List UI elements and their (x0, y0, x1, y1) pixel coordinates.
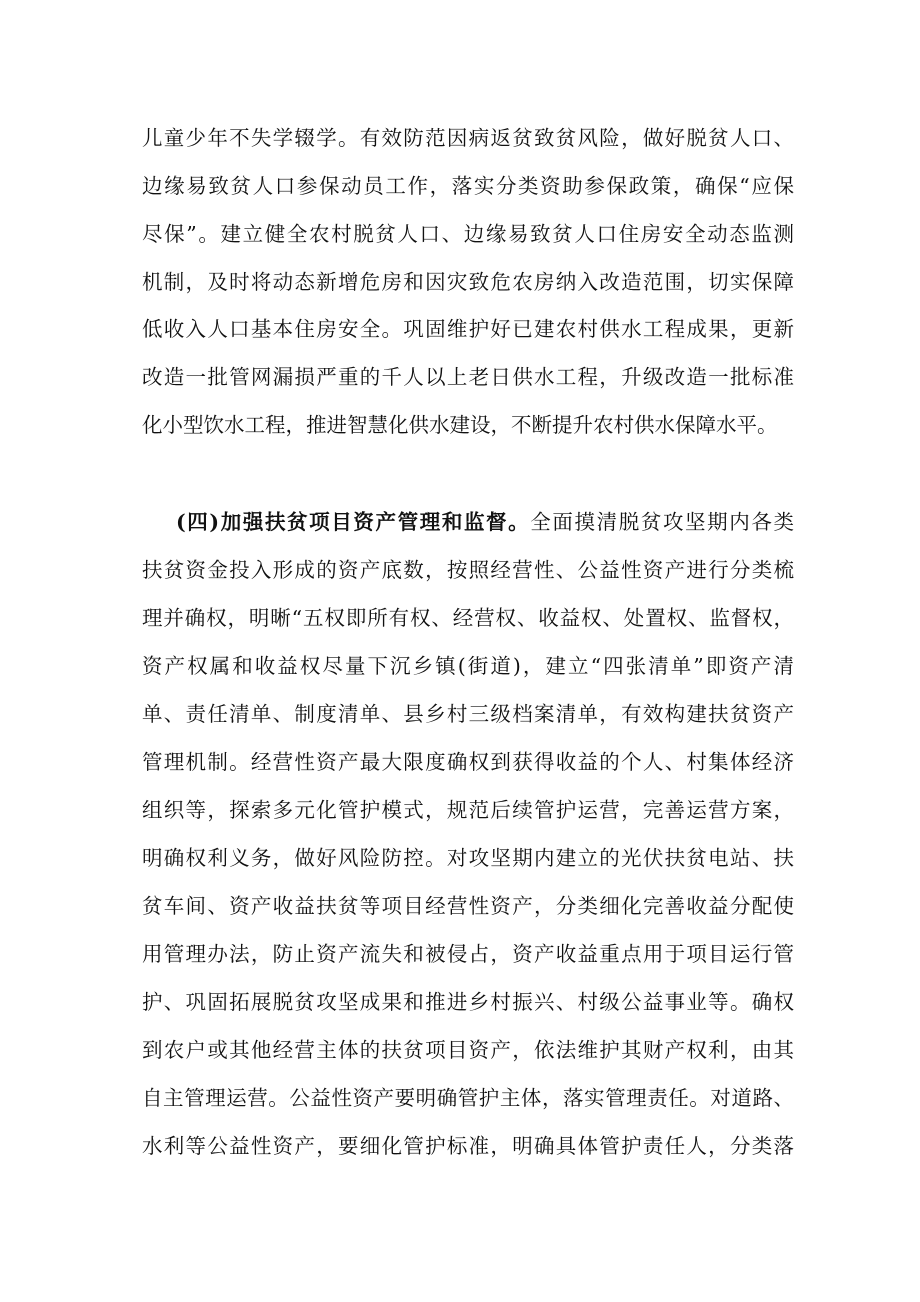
text-line: 化小型饮水工程，推进智慧化供水建设，不断提升农村供水保障水平。 (142, 413, 778, 437)
text-line: 改造一批管网漏损严重的千人以上老日供水工程，升级改造一批标准 (142, 365, 794, 389)
text-line: 用管理办法，防止资产流失和被侵占，资产收益重点用于项目运行管 (142, 942, 794, 966)
text-line: 单、责任清单、制度清单、县乡村三级档案清单，有效构建扶贫资产 (142, 702, 794, 726)
text-line: 组织等，探索多元化管护模式，规范后续管护运营，完善运营方案， (142, 798, 794, 822)
text-line: 水利等公益性资产，要细化管护标准，明确具体管护责任人，分类落 (142, 1134, 794, 1158)
section-heading: (四)加强扶贫项目资产管理和监督。 (176, 510, 531, 534)
text-line: 护、巩固拓展脱贫攻坚成果和推进乡村振兴、村级公益事业等。确权 (142, 990, 794, 1014)
text-line: 边缘易致贫人口参保动员工作，落实分类资助参保政策，确保“应保 (142, 174, 794, 198)
text-line: 尽保”。建立健全农村脱贫人口、边缘易致贫人口住房安全动态监测 (142, 222, 794, 246)
text-line: 到农户或其他经营主体的扶贫项目资产，依法维护其财产权利，由其 (142, 1038, 794, 1062)
text-line: 扶贫资金投入形成的资产底数，按照经营性、公益性资产进行分类梳 (142, 558, 794, 582)
text-run: 全面摸清脱贫攻坚期内各类 (530, 510, 794, 534)
text-line: 机制，及时将动态新增危房和因灾致危农房纳入改造范围，切实保障 (142, 270, 794, 294)
text-line: 自主管理运营。公益性资产要明确管护主体，落实管理责任。对道路、 (142, 1086, 794, 1110)
text-line: 管理机制。经营性资产最大限度确权到获得收益的个人、村集体经济 (142, 750, 794, 774)
text-line: 贫车间、资产收益扶贫等项目经营性资产，分类细化完善收益分配使 (142, 894, 794, 918)
text-line: 理并确权，明晰“五权即所有权、经营权、收益权、处置权、监督权， (142, 606, 794, 630)
text-line: 低收入人口基本住房安全。巩固维护好已建农村供水工程成果，更新 (142, 317, 794, 341)
text-line: 儿童少年不失学辍学。有效防范因病返贫致贫风险，做好脱贫人口、 (142, 126, 794, 150)
text-line (176, 507, 794, 537)
text-line: 明确权利义务，做好风险防控。对攻坚期内建立的光伏扶贫电站、扶 (142, 846, 794, 870)
text-line: 资产权属和收益权尽量下沉乡镇(街道)，建立“四张清单”即资产清 (142, 654, 794, 678)
